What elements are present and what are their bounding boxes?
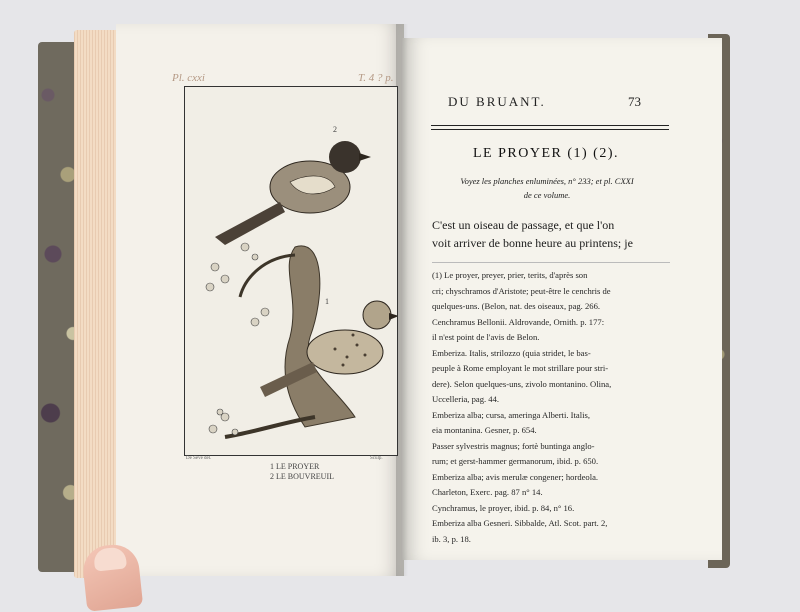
proyer-bird [260, 301, 397, 397]
footnote-line: Passer sylvestris magnus; fortè buntinga anglo- [432, 440, 595, 451]
pencil-note-right: T. 4 ? p. [358, 72, 394, 84]
body-line-2: voit arriver de bonne heure au printens; je [432, 236, 633, 250]
blossoms [206, 243, 269, 435]
footnote-line: il n'est point de l'avis de Belon. [432, 332, 540, 342]
plate-number-1: 1 [325, 297, 329, 306]
footnote-line: Emberiza alba Gesneri. Sibbalde, Atl. Scot. part. 2, [432, 518, 608, 528]
footnote-line: Emberiza alba; avis merulæ congener; hordeola. [432, 471, 599, 482]
plates-note-line2: de ce volume. [523, 190, 571, 200]
footnote-line: Charleton, Exerc. pag. 87 n° 14. [432, 487, 543, 497]
footnote-line: ib. 3, p. 18. [432, 533, 471, 544]
plates-note-line1: Voyez les planches enluminées, n° 233; et pl. CXXI [460, 176, 634, 186]
engraver-credit: Sculp. [370, 456, 383, 461]
footnote-separator [432, 262, 670, 263]
plate-engraving [184, 86, 398, 456]
footnote-line: Uccelleria, pag. 44. [432, 394, 500, 404]
caption-proyer: 1 LE PROYER [270, 462, 320, 471]
footnote-line: rum; et gerst-hammer germanorum, ibid. p. 650. [432, 456, 599, 466]
page-number: 73 [628, 94, 641, 109]
pencil-note-left: Pl. cxxi [172, 72, 205, 84]
artist-credit: De Sève del. [186, 456, 212, 461]
footnote-line: (1) Le proyer, preyer, prier, terits, d'après son [432, 270, 588, 280]
footnote-line: dere). Selon quelques-uns, zivolo montanino. Olina, [432, 378, 612, 389]
top-rule-1 [431, 125, 669, 126]
footnote-line: Emberiza alba; cursa, ameringa Alberti. Italis, [432, 409, 590, 420]
footnote-line: eia montanina. Gesner, p. 654. [432, 425, 537, 435]
twig [240, 255, 295, 297]
footnote-line: cri; chyschramos d'Aristote; peut-être le cenchris de [432, 285, 611, 296]
footnote-line: peuple à Rome employant le mot strillare pour stri- [432, 363, 609, 373]
caption-bouvreuil: 2 LE BOUVREUIL [270, 472, 334, 481]
footnote-line: quelques-uns. (Belon, nat. des oiseaux, pag. 266. [432, 301, 601, 311]
footnote-line: Cynchramus, le proyer, ibid. p. 84, n° 16. [432, 502, 575, 513]
footnote-line: Cenchramus Bellonii. Aldrovande, Ornith. p. 177: [432, 316, 605, 327]
lower-twig [225, 417, 315, 437]
top-rule-2 [431, 129, 669, 130]
footnotes [432, 268, 677, 547]
plate-number-2: 2 [333, 125, 337, 134]
running-head: DU BRUANT. [448, 94, 546, 109]
birds-engraving [185, 87, 397, 455]
bullfinch-bird [215, 141, 371, 245]
body-line-1: C'est un oiseau de passage, et que l'on [432, 218, 615, 232]
footnote-line: Emberiza. Italis, strilozzo (quia stridet, le bas- [432, 347, 591, 358]
chapter-title: LE PROYER (1) (2). [473, 146, 619, 161]
